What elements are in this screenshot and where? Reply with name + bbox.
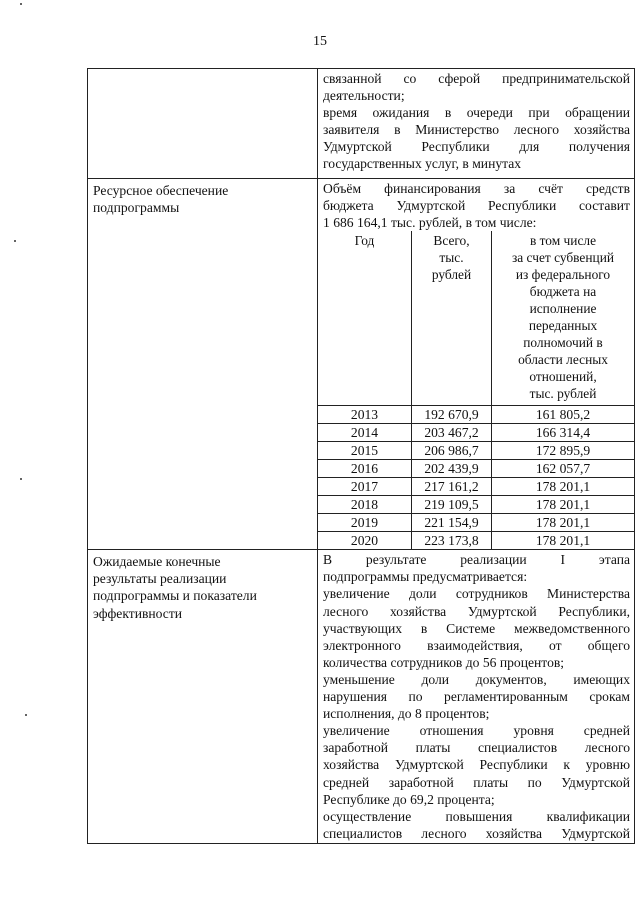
row3-content <box>318 550 635 844</box>
text-line: уменьшение доли документов, имеющих <box>323 671 630 687</box>
table-row <box>318 478 634 496</box>
text-line: заработной платы специалистов лесного <box>323 740 630 756</box>
row1-label <box>88 69 318 179</box>
funding-header-row <box>318 231 634 406</box>
header-line: переданных <box>528 318 598 334</box>
header-line: рублей <box>431 267 472 283</box>
text-line: нарушения по регламентированным срокам <box>323 689 630 705</box>
funding-table <box>318 231 634 549</box>
header-line: из федерального <box>515 267 611 283</box>
text-line: связанной со сферой предпринимательской <box>323 71 630 86</box>
margin-mark <box>25 714 27 716</box>
table-row <box>318 406 634 424</box>
text-line: время ожидания в очереди при обращении <box>323 105 630 121</box>
margin-mark <box>20 3 22 5</box>
text-line: специалистов лесного хозяйства Удмуртской <box>323 825 630 841</box>
table-row <box>318 424 634 442</box>
row-resource-support <box>88 179 635 550</box>
header-subvention <box>492 231 635 406</box>
cell-year: 2017 <box>318 478 412 496</box>
table-row <box>318 460 634 478</box>
header-line: исполнение <box>529 301 597 317</box>
row1-content <box>318 69 635 179</box>
table-row <box>318 442 634 460</box>
cell-subvention: 178 201,1 <box>492 514 635 532</box>
text-line: количества сотрудников до 56 процентов; <box>323 654 565 670</box>
text-line: бюджета Удмуртской Республики составит <box>323 198 630 214</box>
row2-content <box>318 179 635 550</box>
cell-subvention: 178 201,1 <box>492 496 635 514</box>
label-line: подпрограммы <box>93 200 180 216</box>
header-year <box>318 231 412 406</box>
text-line: государственных услуг, в минутах <box>323 156 522 172</box>
row2-label <box>88 179 318 550</box>
cell-subvention: 172 895,9 <box>492 442 635 460</box>
text-line: осуществление повышения квалификации <box>323 808 630 824</box>
text-line: Объём финансирования за счёт средств <box>323 181 630 196</box>
header-line: бюджета на <box>529 284 597 300</box>
cell-total: 217 161,2 <box>412 478 492 496</box>
cell-total: 221 154,9 <box>412 514 492 532</box>
table-row <box>318 532 634 550</box>
header-line: тыс. рублей <box>529 386 597 402</box>
header-total <box>412 231 492 406</box>
header-line: Всего, <box>433 233 470 249</box>
header-line: отношений, <box>529 369 597 385</box>
text-line: увеличение доли сотрудников Министерства <box>323 586 630 602</box>
text-line: электронного взаимодействия, от общего <box>323 637 630 653</box>
cell-year: 2019 <box>318 514 412 532</box>
row-indicators-continued <box>88 69 635 179</box>
header-line: в том числе <box>529 233 597 249</box>
cell-subvention: 162 057,7 <box>492 460 635 478</box>
cell-year: 2013 <box>318 406 412 424</box>
row3-label <box>88 550 318 844</box>
cell-total: 223 173,8 <box>412 532 492 550</box>
header-line: тыс. <box>439 250 464 266</box>
label-line: Ресурсное обеспечение <box>93 183 229 198</box>
cell-subvention: 178 201,1 <box>492 532 635 550</box>
cell-year: 2016 <box>318 460 412 478</box>
text-line: Удмуртской Республики для получения <box>323 139 630 155</box>
label-line: подпрограммы и показатели <box>93 588 257 604</box>
text-line: подпрограммы предусматривается: <box>323 569 528 585</box>
header-line: полномочий в <box>523 335 603 351</box>
cell-total: 192 670,9 <box>412 406 492 424</box>
margin-mark <box>20 478 22 480</box>
cell-subvention: 178 201,1 <box>492 478 635 496</box>
text-line: исполнения, до 8 процентов; <box>323 706 490 722</box>
cell-year: 2018 <box>318 496 412 514</box>
label-line: эффективности <box>93 605 183 621</box>
text-line: лесного хозяйства Удмуртской Республики, <box>323 603 630 619</box>
cell-year: 2020 <box>318 532 412 550</box>
text-line: деятельности; <box>323 88 405 104</box>
text-line: средней заработной платы по Удмуртской <box>323 774 630 790</box>
text-line: В результате реализации I этапа <box>323 552 630 568</box>
page-number: 15 <box>313 34 327 49</box>
cell-total: 202 439,9 <box>412 460 492 478</box>
row-expected-results <box>88 550 635 844</box>
text-line: Республике до 69,2 процента; <box>323 791 495 807</box>
text-line: хозяйства Удмуртской Республики к уровню <box>323 757 630 773</box>
cell-year: 2014 <box>318 424 412 442</box>
text-line: 1 686 164,1 тыс. рублей, в том числе: <box>323 215 537 231</box>
text-line: заявителя в Министерство лесного хозяйства <box>323 122 630 138</box>
label-line: Ожидаемые конечные <box>93 554 221 570</box>
table-row <box>318 514 634 532</box>
cell-total: 219 109,5 <box>412 496 492 514</box>
header-line: за счет субвенций <box>511 250 615 266</box>
table-row <box>318 496 634 514</box>
header-year-text: Год <box>354 233 375 249</box>
text-line: участвующих в Системе межведомственного <box>323 620 630 636</box>
cell-total: 206 986,7 <box>412 442 492 460</box>
cell-year: 2015 <box>318 442 412 460</box>
label-line: результаты реализации <box>93 571 227 587</box>
cell-subvention: 161 805,2 <box>492 406 635 424</box>
text-line: увеличение отношения уровня средней <box>323 723 630 739</box>
cell-total: 203 467,2 <box>412 424 492 442</box>
cell-subvention: 166 314,4 <box>492 424 635 442</box>
header-line: области лесных <box>518 352 608 368</box>
margin-mark <box>14 240 16 242</box>
passport-table <box>87 68 635 844</box>
